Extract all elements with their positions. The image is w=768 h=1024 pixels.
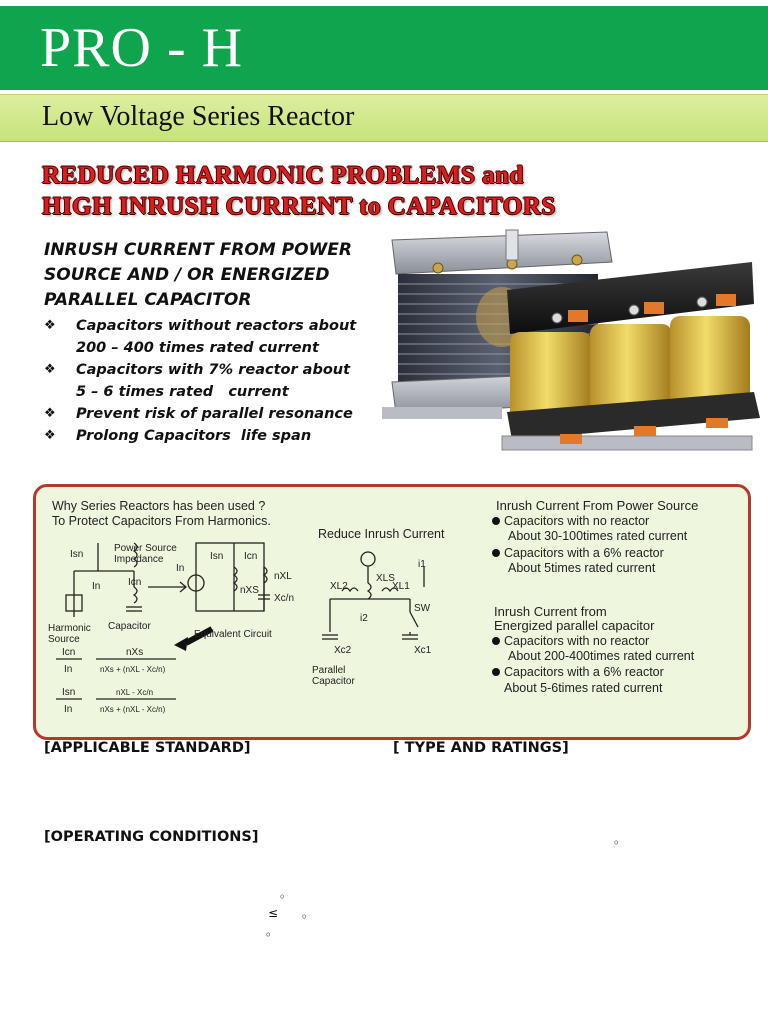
label-isn: Isn	[70, 549, 84, 560]
list-item-continued: 5 – 6 times rated current	[76, 384, 289, 400]
right-title-energized-2: Energized parallel capacitor	[494, 618, 655, 633]
right-bullet-2-detail: About 5times rated current	[508, 561, 656, 575]
inrush-heading-line: INRUSH CURRENT FROM POWER	[44, 240, 353, 260]
label-source: Source	[48, 634, 80, 645]
bullet-dot-icon	[492, 549, 500, 557]
label-xls: XLS	[376, 573, 395, 584]
right-title-energized-1: Inrush Current from	[494, 604, 607, 619]
circle-mark: 。	[280, 886, 293, 900]
label-icn: Icn	[128, 577, 142, 588]
inrush-heading-line: SOURCE AND / OR ENERGIZED	[44, 265, 330, 285]
front-reactor	[502, 262, 760, 450]
circle-mark: 。	[266, 924, 279, 938]
diamond-bullet-icon: ❖	[44, 362, 56, 377]
diagram-title-2: To Protect Capacitors From Harmonics.	[52, 514, 271, 528]
label-xl2: XL2	[330, 581, 348, 592]
label-nxl: nXL	[274, 571, 292, 582]
formula-2-lhs-top: Isn	[62, 687, 76, 698]
formula-1-bottom: nXs + (nXL - Xc/n)	[100, 665, 166, 674]
list-item: ❖ Prolong Capacitors life span	[44, 425, 384, 447]
label-impedance: Impedance	[114, 554, 164, 565]
formula-1-lhs-top: Icn	[62, 647, 76, 658]
formula-1-lhs-bottom: In	[64, 664, 73, 675]
section-operating-conditions: [OPERATING CONDITIONS]	[44, 829, 259, 845]
label-capacitor: Capacitor	[108, 621, 151, 632]
list-item-continued: 200 – 400 times rated current	[76, 340, 319, 356]
label-harmonic: Harmonic	[48, 623, 91, 634]
circle-mark: 。	[614, 832, 627, 846]
list-item: ❖ Capacitors with 7% reactor about	[44, 359, 384, 381]
section-type-and-ratings: [ TYPE AND RATINGS]	[393, 740, 569, 756]
formula-2-top: nXL - Xc/n	[116, 688, 154, 697]
formula-1-top: nXs	[126, 647, 144, 658]
headline-line-2: HIGH INRUSH CURRENT to CAPACITORS	[42, 193, 556, 220]
list-item: ❖ Prevent risk of parallel resonance	[44, 403, 384, 425]
right-bullet-4: Capacitors with a 6% reactor	[492, 665, 664, 680]
label-in: In	[92, 581, 101, 592]
diagram-panel	[33, 484, 751, 740]
right-bullet-2: Capacitors with a 6% reactor	[492, 546, 664, 561]
label-equivalent-circuit: Equivalent Circuit	[194, 629, 272, 640]
label-xc-n: Xc/n	[274, 593, 295, 604]
diamond-bullet-icon: ❖	[44, 428, 56, 443]
label-sw: SW	[414, 603, 431, 614]
formula-2-lhs-bottom: In	[64, 704, 73, 715]
right-bullet-3-detail: About 200-400times rated current	[508, 649, 695, 663]
right-bullet-1-detail: About 30-100times rated current	[508, 529, 688, 543]
right-bullet-3: Capacitors with no reactor	[492, 634, 649, 649]
diamond-bullet-icon: ❖	[44, 406, 56, 421]
label-parallel: Parallel	[312, 665, 346, 676]
diamond-bullet-icon: ❖	[44, 318, 56, 333]
less-equal-mark: ≤	[268, 906, 279, 920]
label-xc2: Xc2	[334, 645, 352, 656]
label-in-equivalent: In	[176, 563, 185, 574]
right-bullet-1: Capacitors with no reactor	[492, 514, 649, 529]
inrush-heading	[44, 238, 374, 313]
label-power-source: Power Source	[114, 543, 177, 554]
bullet-dot-icon	[492, 668, 500, 676]
bullet-dot-icon	[492, 637, 500, 645]
pointer-arrow-icon	[174, 637, 188, 651]
label-nxs: nXS	[240, 585, 259, 596]
reactor-product-image	[372, 222, 768, 484]
inrush-heading-line: PARALLEL CAPACITOR	[44, 290, 252, 310]
label-xl1: XL1	[392, 581, 410, 592]
circle-mark: 。	[302, 906, 315, 920]
brand-title: PRO - H	[40, 17, 244, 79]
right-title-power-source: Inrush Current From Power Source	[496, 498, 699, 513]
label-parallel-capacitor: Capacitor	[312, 676, 355, 687]
label-isn-equivalent: Isn	[210, 551, 224, 562]
benefit-list	[44, 315, 384, 447]
formula-2-bottom: nXs + (nXL - Xc/n)	[100, 705, 166, 714]
reduce-inrush-title: Reduce Inrush Current	[318, 527, 445, 541]
label-i1: i1	[418, 559, 426, 570]
bullet-dot-icon	[492, 517, 500, 525]
product-subtitle: Low Voltage Series Reactor	[42, 101, 355, 132]
headline-line-1: REDUCED HARMONIC PROBLEMS and	[42, 162, 524, 189]
right-bullet-4-detail: About 5-6times rated current	[504, 681, 663, 695]
section-applicable-standard: [APPLICABLE STANDARD]	[44, 740, 251, 756]
label-icn-equivalent: Icn	[244, 551, 258, 562]
diagram-title-1: Why Series Reactors has been used ?	[52, 499, 266, 513]
label-i2: i2	[360, 613, 368, 624]
list-item: ❖ Capacitors without reactors about	[44, 315, 384, 337]
label-xc1: Xc1	[414, 645, 432, 656]
